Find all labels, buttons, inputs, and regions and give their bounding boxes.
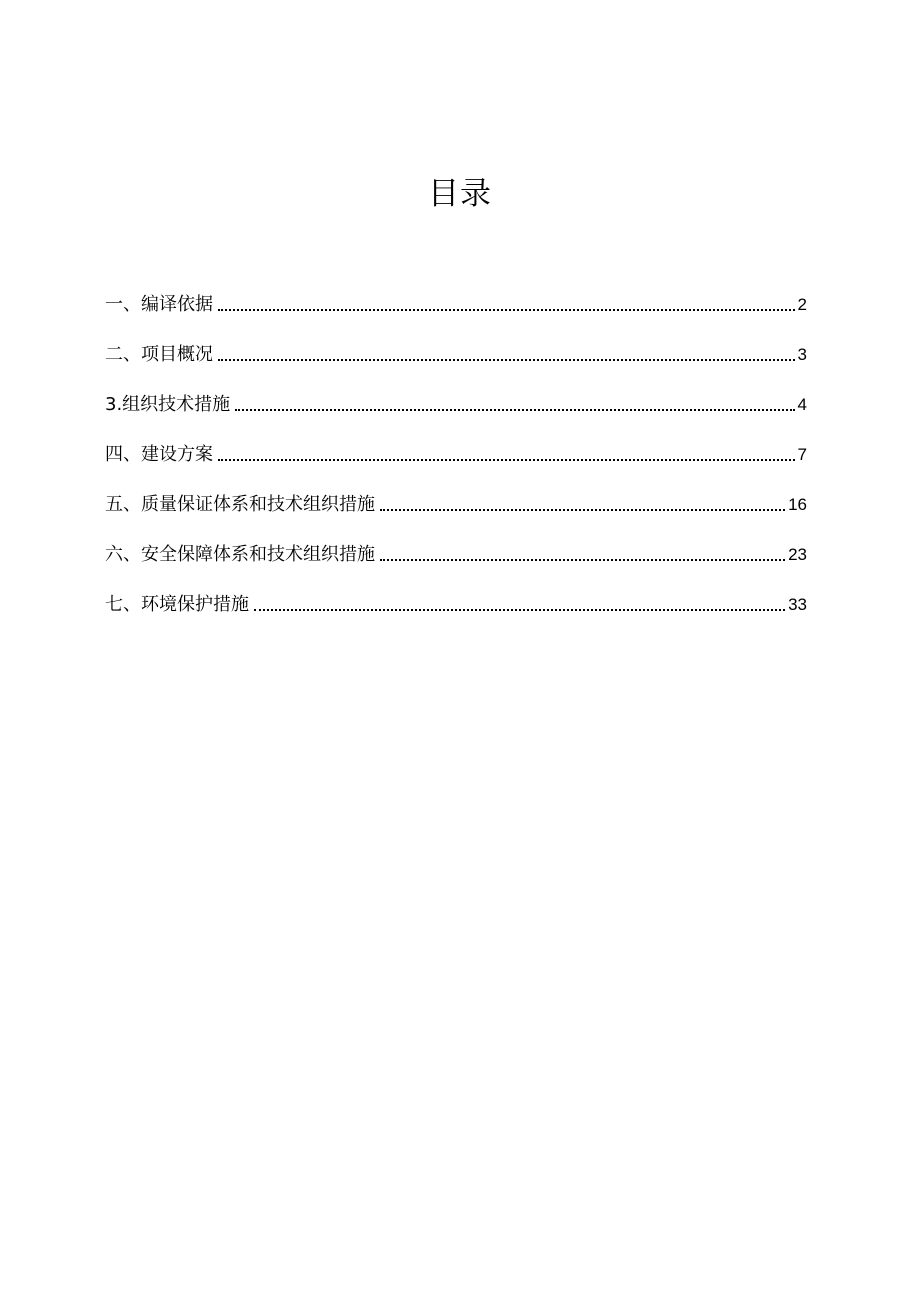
toc-page-number: 4 — [797, 395, 807, 414]
toc-entry-text: 3.组织技术措施 — [105, 394, 231, 415]
toc-entry-text: 七、环境保护措施 — [105, 594, 249, 615]
toc-dot-leader — [218, 359, 795, 361]
toc-page-number: 2 — [797, 295, 807, 314]
toc-dot-leader — [218, 309, 795, 311]
toc-entry-text: 一、编译依据 — [105, 294, 213, 315]
toc-entry-1[interactable] — [105, 268, 807, 318]
toc-entry-text: 五、质量保证体系和技术组织措施 — [105, 494, 375, 515]
toc-entry-5[interactable] — [105, 468, 807, 518]
toc-entry-text: 二、项目概况 — [105, 344, 213, 365]
toc-dot-leader — [235, 409, 794, 411]
toc-entry-text: 六、安全保障体系和技术组织措施 — [105, 544, 375, 565]
toc-page-number: 3 — [797, 345, 807, 364]
toc-page-number: 23 — [788, 545, 807, 564]
toc-page-number: 33 — [788, 595, 807, 614]
toc-page-number: 16 — [788, 495, 807, 514]
toc-entry-text: 四、建设方案 — [105, 444, 213, 465]
toc-dot-leader — [254, 609, 785, 611]
table-of-contents — [105, 268, 807, 618]
toc-entry-7[interactable] — [105, 568, 807, 618]
toc-page-number: 7 — [797, 445, 807, 464]
toc-entry-4[interactable] — [105, 418, 807, 468]
toc-entry-6[interactable] — [105, 518, 807, 568]
toc-dot-leader — [218, 459, 795, 461]
toc-dot-leader — [380, 509, 785, 511]
toc-entry-3[interactable] — [105, 368, 807, 418]
toc-title: 目录 — [428, 176, 492, 212]
toc-dot-leader — [380, 559, 785, 561]
toc-entry-2[interactable] — [105, 318, 807, 368]
